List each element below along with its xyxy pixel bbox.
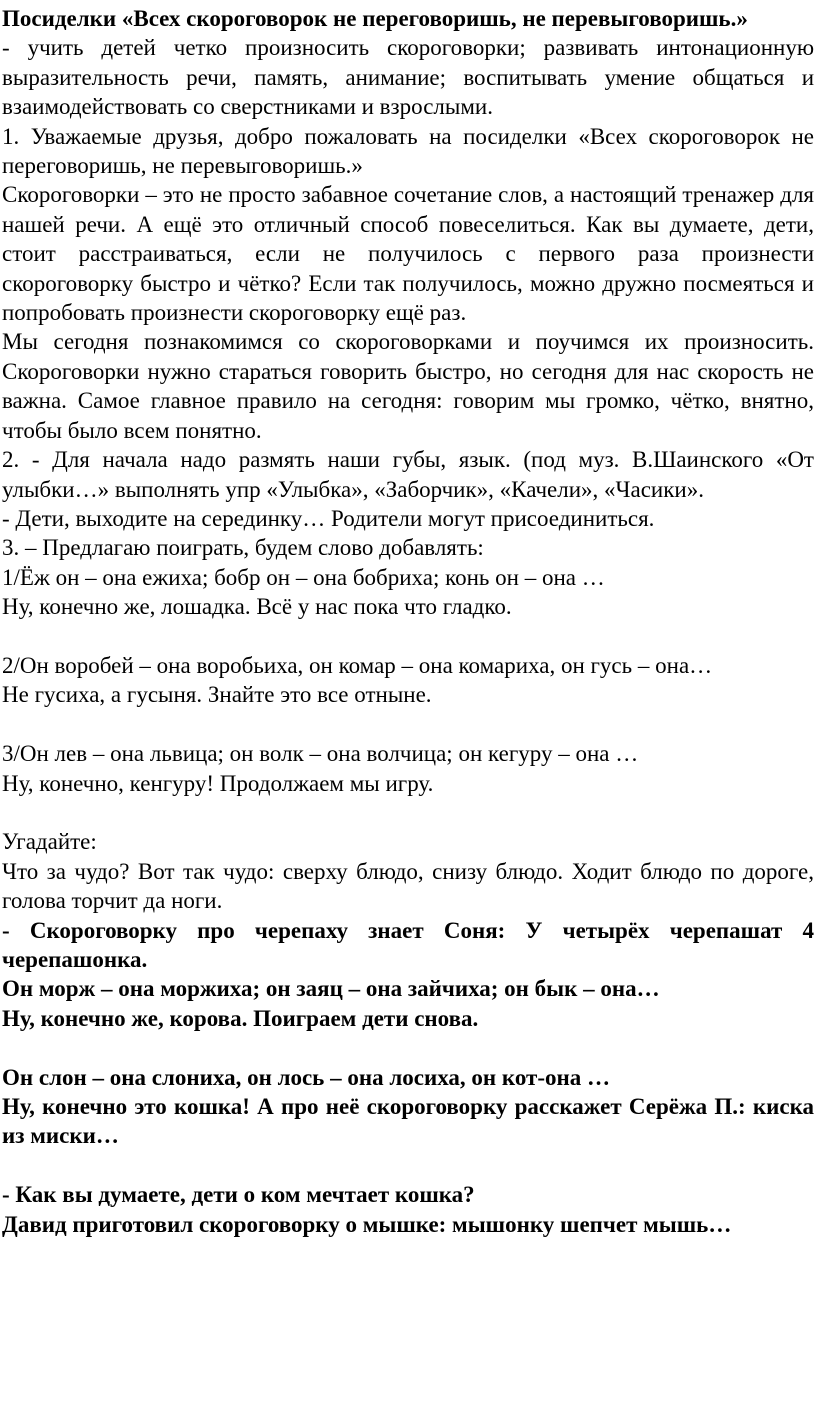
spacer <box>2 710 814 739</box>
game2-line1: 2/Он воробей – она воробьиха, он комар – она комариха, он гусь – она… <box>2 652 713 678</box>
game3-line2: Ну, конечно, кенгуру! Продолжаем мы игру. <box>2 770 434 796</box>
game3-line1: 3/Он лев – она львица; он волк – она волчица; он кегуру – она … <box>2 741 639 767</box>
tongue-twister-turtle: - Скороговорку про черепаху знает Соня: У четырёх черепашат 4 черепашонка. <box>2 917 814 972</box>
game-intro-line: 3. – Предлагаю поиграть, будем слово добавлять: <box>2 535 484 561</box>
game2-line2: Не гусиха, а гусыня. Знайте это все отныне. <box>2 682 432 708</box>
spacer <box>2 1151 814 1180</box>
spacer <box>2 622 814 651</box>
game5-line2: Ну, конечно это кошка! А про неё скороговорку расскажет Серёжа П.: киска из миски… <box>2 1093 814 1149</box>
mouse-tongue-twister: Давид приготовил скороговорку о мышке: мышонку шепчет мышь… <box>2 1211 732 1237</box>
game5-line1: Он слон – она слониха, он лось – она лосиха, он кот-она … <box>2 1064 611 1090</box>
intro-paragraph: Скороговорки – это не просто забавное сочетание слов, а настоящий тренажер для нашей речи. А ещё это отличный способ повеселиться. Как вы думаете, дети, стоит расстраиваться, если не получилось с первого раза произнести скороговорку быстро и чётко? Если так получилось, можно дружно посмеяться и попробовать произнести скороговорку ещё раз. <box>2 182 814 326</box>
spacer <box>2 798 814 827</box>
spacer <box>2 1033 814 1062</box>
game1-line1: 1/Ёж он – она ежиха; бобр он – она бобриха; конь он – она … <box>2 564 605 590</box>
document-title: Посиделки «Всех скороговорок не переговоришь, не перевыговоришь.» <box>2 6 748 31</box>
game4-line1: Он морж – она моржиха; он заяц – она зайчиха; он бык – она… <box>2 976 660 1002</box>
game4-line2: Ну, конечно же, корова. Поиграем дети снова. <box>2 1005 479 1031</box>
goals-paragraph: - учить детей четко произносить скороговорки; развивать интонационную выразительность речи, память, анимание; воспитывать умение общаться и взаимодействовать со сверстниками и взрослыми. <box>2 35 814 120</box>
riddle-label: Угадайте: <box>2 829 97 855</box>
game1-line2: Ну, конечно же, лошадка. Всё у нас пока что гладко. <box>2 594 512 620</box>
invite-line: - Дети, выходите на серединку… Родители могут присоединиться. <box>2 505 655 531</box>
riddle-text: Что за чудо? Вот так чудо: сверху блюдо, снизу блюдо. Ходит блюдо по дороге, голова торчит да ноги. <box>2 858 814 914</box>
warmup-paragraph: 2. - Для начала надо размять наши губы, язык. (под муз. В.Шаинского «От улыбки…» выполнять упр «Улыбка», «Заборчик», «Качели», «Часики». <box>2 447 814 502</box>
rules-paragraph: Мы сегодня познакомимся со скороговорками и поучимся их произносить. Скороговорки нужно стараться говорить быстро, но сегодня для нас скорость не важна. Самое главное правило на сегодня: говорим мы громко, чётко, внятно, чтобы было всем понятно. <box>2 329 814 443</box>
welcome-paragraph: 1. Уважаемые друзья, добро пожаловать на посиделки «Всех скороговорок не переговоришь, не перевыговоришь.» <box>2 123 814 179</box>
cat-question: - Как вы думаете, дети о ком мечтает кошка? <box>2 1182 475 1208</box>
